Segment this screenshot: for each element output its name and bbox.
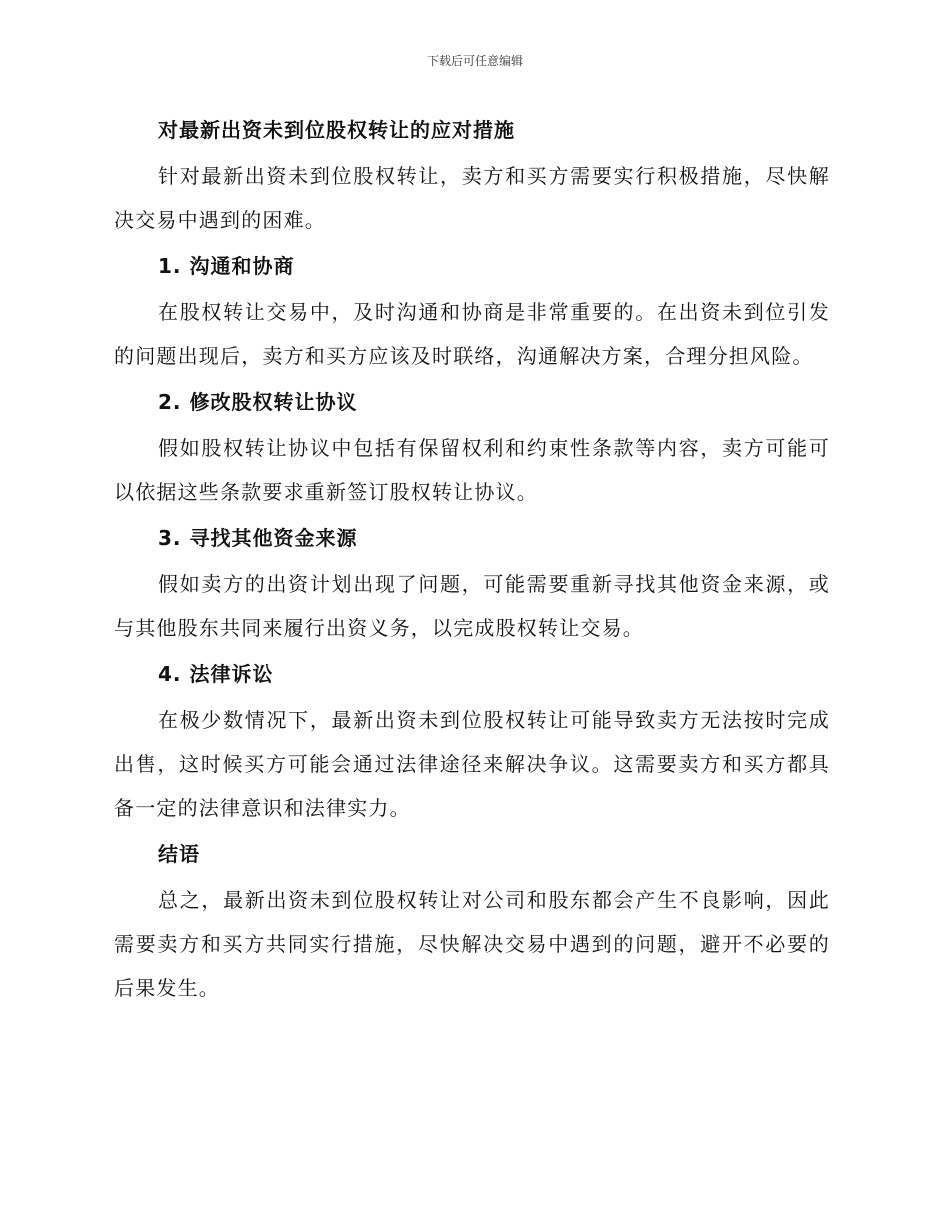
intro-paragraph: 针对最新出资未到位股权转让，卖方和买方需要实行积极措施，尽快解决交易中遇到的困难。: [114, 164, 830, 232]
section-body-conclusion: 总之，最新出资未到位股权转让对公司和股东都会产生不良影响，因此需要卖方和买方共同实行措施，尽快解决交易中遇到的问题，避开不必要的后果发生。: [114, 888, 830, 1000]
section-body-communication: 在股权转让交易中，及时沟通和协商是非常重要的。在出资未到位引发的问题出现后，卖方和买方应该及时联络，沟通解决方案，合理分担风险。: [114, 300, 830, 368]
document-body: [114, 108, 830, 1012]
page-header: 下载后可任意编辑: [426, 54, 523, 68]
section-heading-communication: 1. 沟通和协商: [158, 254, 295, 278]
section-heading-litigation: 4. 法律诉讼: [158, 662, 274, 686]
section-heading-other-funding: 3. 寻找其他资金来源: [158, 526, 358, 550]
section-heading-modify-agreement: 2. 修改股权转让协议: [158, 390, 358, 414]
document-title: 对最新出资未到位股权转让的应对措施: [158, 118, 515, 142]
section-body-other-funding: 假如卖方的出资计划出现了问题，可能需要重新寻找其他资金来源，或与其他股东共同来履行出资义务，以完成股权转让交易。: [114, 572, 830, 640]
section-body-litigation: 在极少数情况下，最新出资未到位股权转让可能导致卖方无法按时完成出售，这时候买方可能会通过法律途径来解决争议。这需要卖方和买方都具备一定的法律意识和法律实力。: [114, 708, 830, 820]
section-body-modify-agreement: 假如股权转让协议中包括有保留权利和约束性条款等内容，卖方可能可以依据这些条款要求重新签订股权转让协议。: [114, 436, 830, 504]
section-heading-conclusion: 结语: [158, 842, 200, 866]
